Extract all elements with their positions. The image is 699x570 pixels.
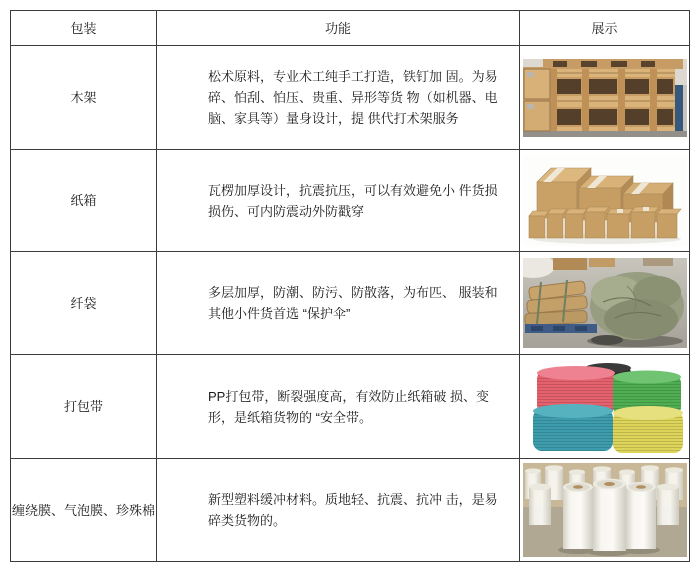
function-cell xyxy=(157,150,520,252)
wooden-crates-photo xyxy=(523,59,687,137)
header-display-label: 展示 xyxy=(591,20,618,36)
stretch-film-rolls-photo xyxy=(523,463,687,557)
package-name-cell xyxy=(11,252,157,355)
function-text: 多层加厚，防潮、防污、防散落，为布匹、 服装和其他小件货首选 “保护伞” xyxy=(208,285,498,321)
function-text: PP打包带，断裂强度高，有效防止纸箱破 损、变形，是纸箱货物的 “安全带。 xyxy=(208,388,489,425)
package-name-cell xyxy=(11,46,157,150)
table-row-strapping xyxy=(11,355,690,459)
photo-cell xyxy=(520,355,690,459)
function-text: 瓦楞加厚设计，抗震抗压，可以有效避免小 件货损损伤、可内防震动外防戳穿 xyxy=(208,182,498,219)
woven-bags-photo xyxy=(523,258,687,348)
header-function-label: 功能 xyxy=(324,20,351,36)
table-row-fiber-bag xyxy=(11,252,690,355)
photo-cell xyxy=(520,46,690,150)
photo-cell xyxy=(520,150,690,252)
photo-cell xyxy=(520,459,690,562)
package-name: 打包带 xyxy=(63,399,103,414)
header-function xyxy=(157,11,520,46)
function-cell xyxy=(157,459,520,562)
table-row-wooden-frame xyxy=(11,46,690,150)
function-cell xyxy=(157,46,520,150)
function-text: 松术原料，专业术工纯手工打造，铁钉加 固。为易碎、怕刮、怕压、贵重、异形等货 物（如机器、电脑、家具等）量身设计，提 供代打术架服务 xyxy=(208,69,498,126)
table-header-row xyxy=(11,11,690,46)
header-package-label: 包装 xyxy=(70,20,97,36)
package-name: 缠绕膜、气泡膜、珍殊棉 xyxy=(12,502,156,518)
package-name: 纸箱 xyxy=(70,193,97,208)
package-name-cell xyxy=(11,150,157,252)
package-name: 木架 xyxy=(70,90,97,105)
strapping-rolls-photo xyxy=(523,359,687,455)
photo-cell xyxy=(520,252,690,355)
function-cell xyxy=(157,252,520,355)
function-cell xyxy=(157,355,520,459)
package-name-cell xyxy=(11,355,157,459)
table-row-wrap-film xyxy=(11,459,690,562)
package-name: 纤袋 xyxy=(70,295,97,311)
table-row-carton xyxy=(11,150,690,252)
function-text: 新型塑料缓冲材料。质地轻、抗震、抗冲 击，是易碎类货物的。 xyxy=(208,492,498,528)
header-package xyxy=(11,11,157,46)
package-name-cell xyxy=(11,459,157,562)
header-display xyxy=(520,11,690,46)
cardboard-boxes-photo xyxy=(523,156,687,246)
packaging-comparison-table xyxy=(10,10,690,562)
